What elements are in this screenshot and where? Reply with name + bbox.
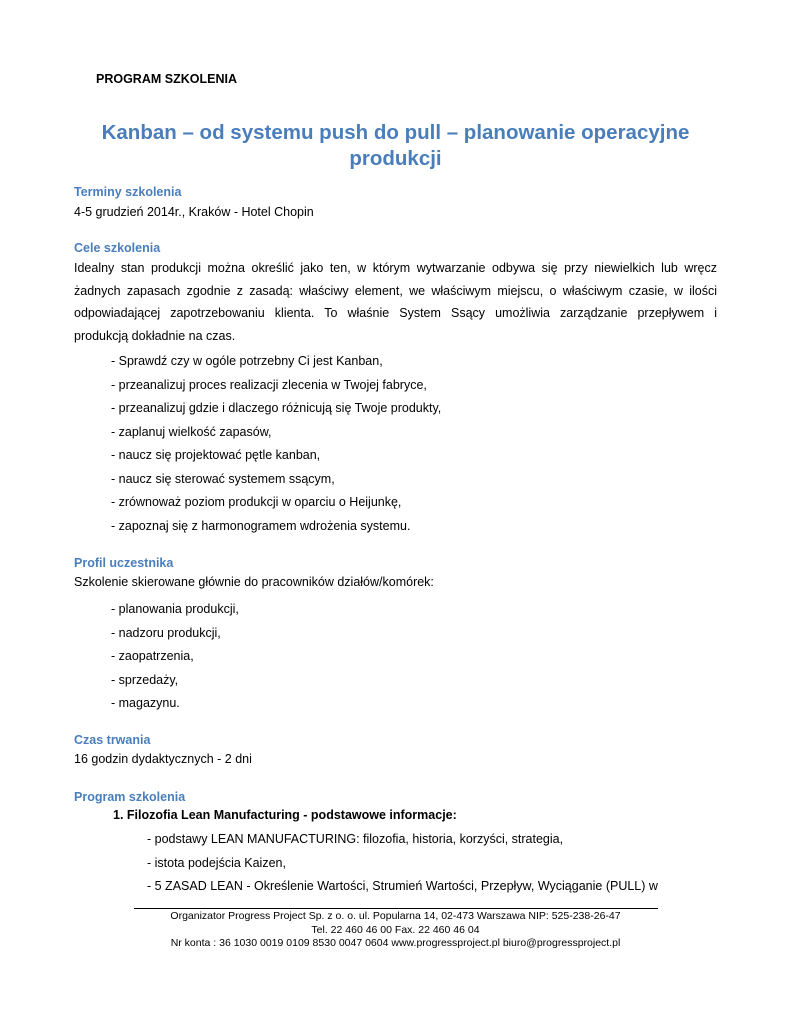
title-line-2: produkcji: [349, 147, 442, 170]
goals-line-2: żadnych zapasach zgodnie z zasadą: właściwy element, we właściwym miejscu, o właściwym czasie, w ilości: [74, 283, 717, 298]
list-item: - przeanalizuj gdzie i dlaczego różnicują się Twoje produkty,: [111, 401, 442, 415]
goals-list: [111, 354, 441, 542]
goals-line-4: produkcją dokładnie na czas.: [74, 328, 236, 343]
duration-text: 16 godzin dydaktycznych - 2 dni: [74, 752, 252, 766]
document-title: [60, 120, 731, 172]
list-item: - naucz się sterować systemem ssącym,: [111, 471, 335, 486]
program-item-1-title: 1. Filozofia Lean Manufacturing - podstawowe informacje:: [113, 808, 457, 822]
footer-divider: [134, 908, 658, 909]
program-heading: Program szkolenia: [74, 790, 186, 804]
list-item: - przeanalizuj proces realizacji zlecenia w Twojej fabryce,: [111, 377, 427, 392]
list-item: - 5 ZASAD LEAN - Określenie Wartości, Strumień Wartości, Przepływ, Wyciąganie (PULL) w: [147, 879, 658, 893]
goals-heading: Cele szkolenia: [74, 241, 161, 255]
terms-heading: Terminy szkolenia: [74, 185, 182, 199]
duration-heading: Czas trwania: [74, 733, 151, 747]
profile-text: Szkolenie skierowane głównie do pracowników działów/komórek:: [74, 575, 434, 589]
footer-line-3: Nr konta : 36 1030 0019 0109 8530 0047 0604 www.progressproject.pl biuro@progressproject.pl: [170, 937, 621, 949]
profile-heading: Profil uczestnika: [74, 556, 174, 570]
list-item: - zapoznaj się z harmonogramem wdrożenia systemu.: [111, 518, 411, 533]
list-item: - zaopatrzenia,: [111, 649, 194, 663]
footer-line-2: Tel. 22 460 46 00 Fax. 22 460 46 04: [311, 923, 480, 936]
list-item: - zrównoważ poziom produkcji w oparciu o Heijunkę,: [111, 495, 402, 509]
page-footer: [100, 910, 691, 951]
program-label: PROGRAM SZKOLENIA: [96, 72, 237, 86]
list-item: - magazynu.: [111, 696, 180, 710]
goals-line-1: Idealny stan produkcji można określić jako ten, w którym wytwarzanie odbywa się przy niewielkich lub wręcz: [74, 261, 717, 275]
list-item: - naucz się projektować pętle kanban,: [111, 448, 321, 462]
goals-line-3: odpowiadającej zapotrzebowaniu klienta. To właśnie System Ssący umożliwia zarządzanie przepływem i: [74, 306, 717, 320]
terms-text: 4-5 grudzień 2014r., Kraków - Hotel Chopin: [74, 205, 314, 219]
title-line-1: Kanban – od systemu push do pull – planowanie operacyjne: [101, 121, 690, 144]
profile-list: [111, 602, 239, 720]
footer-line-1: Organizator Progress Project Sp. z o. o. ul. Popularna 14, 02-473 Warszawa NIP: 525-238-26-47: [170, 910, 621, 922]
goals-paragraph: [74, 257, 717, 347]
list-item: - istota podejścia Kaizen,: [147, 855, 286, 870]
list-item: - nadzoru produkcji,: [111, 625, 221, 640]
list-item: - zaplanuj wielkość zapasów,: [111, 424, 272, 439]
program-item-1-points: [147, 832, 658, 903]
list-item: - Sprawdź czy w ogóle potrzebny Ci jest Kanban,: [111, 354, 383, 368]
list-item: - planowania produkcji,: [111, 602, 239, 616]
list-item: - podstawy LEAN MANUFACTURING: filozofia, historia, korzyści, strategia,: [147, 832, 564, 846]
list-item: - sprzedaży,: [111, 672, 179, 687]
